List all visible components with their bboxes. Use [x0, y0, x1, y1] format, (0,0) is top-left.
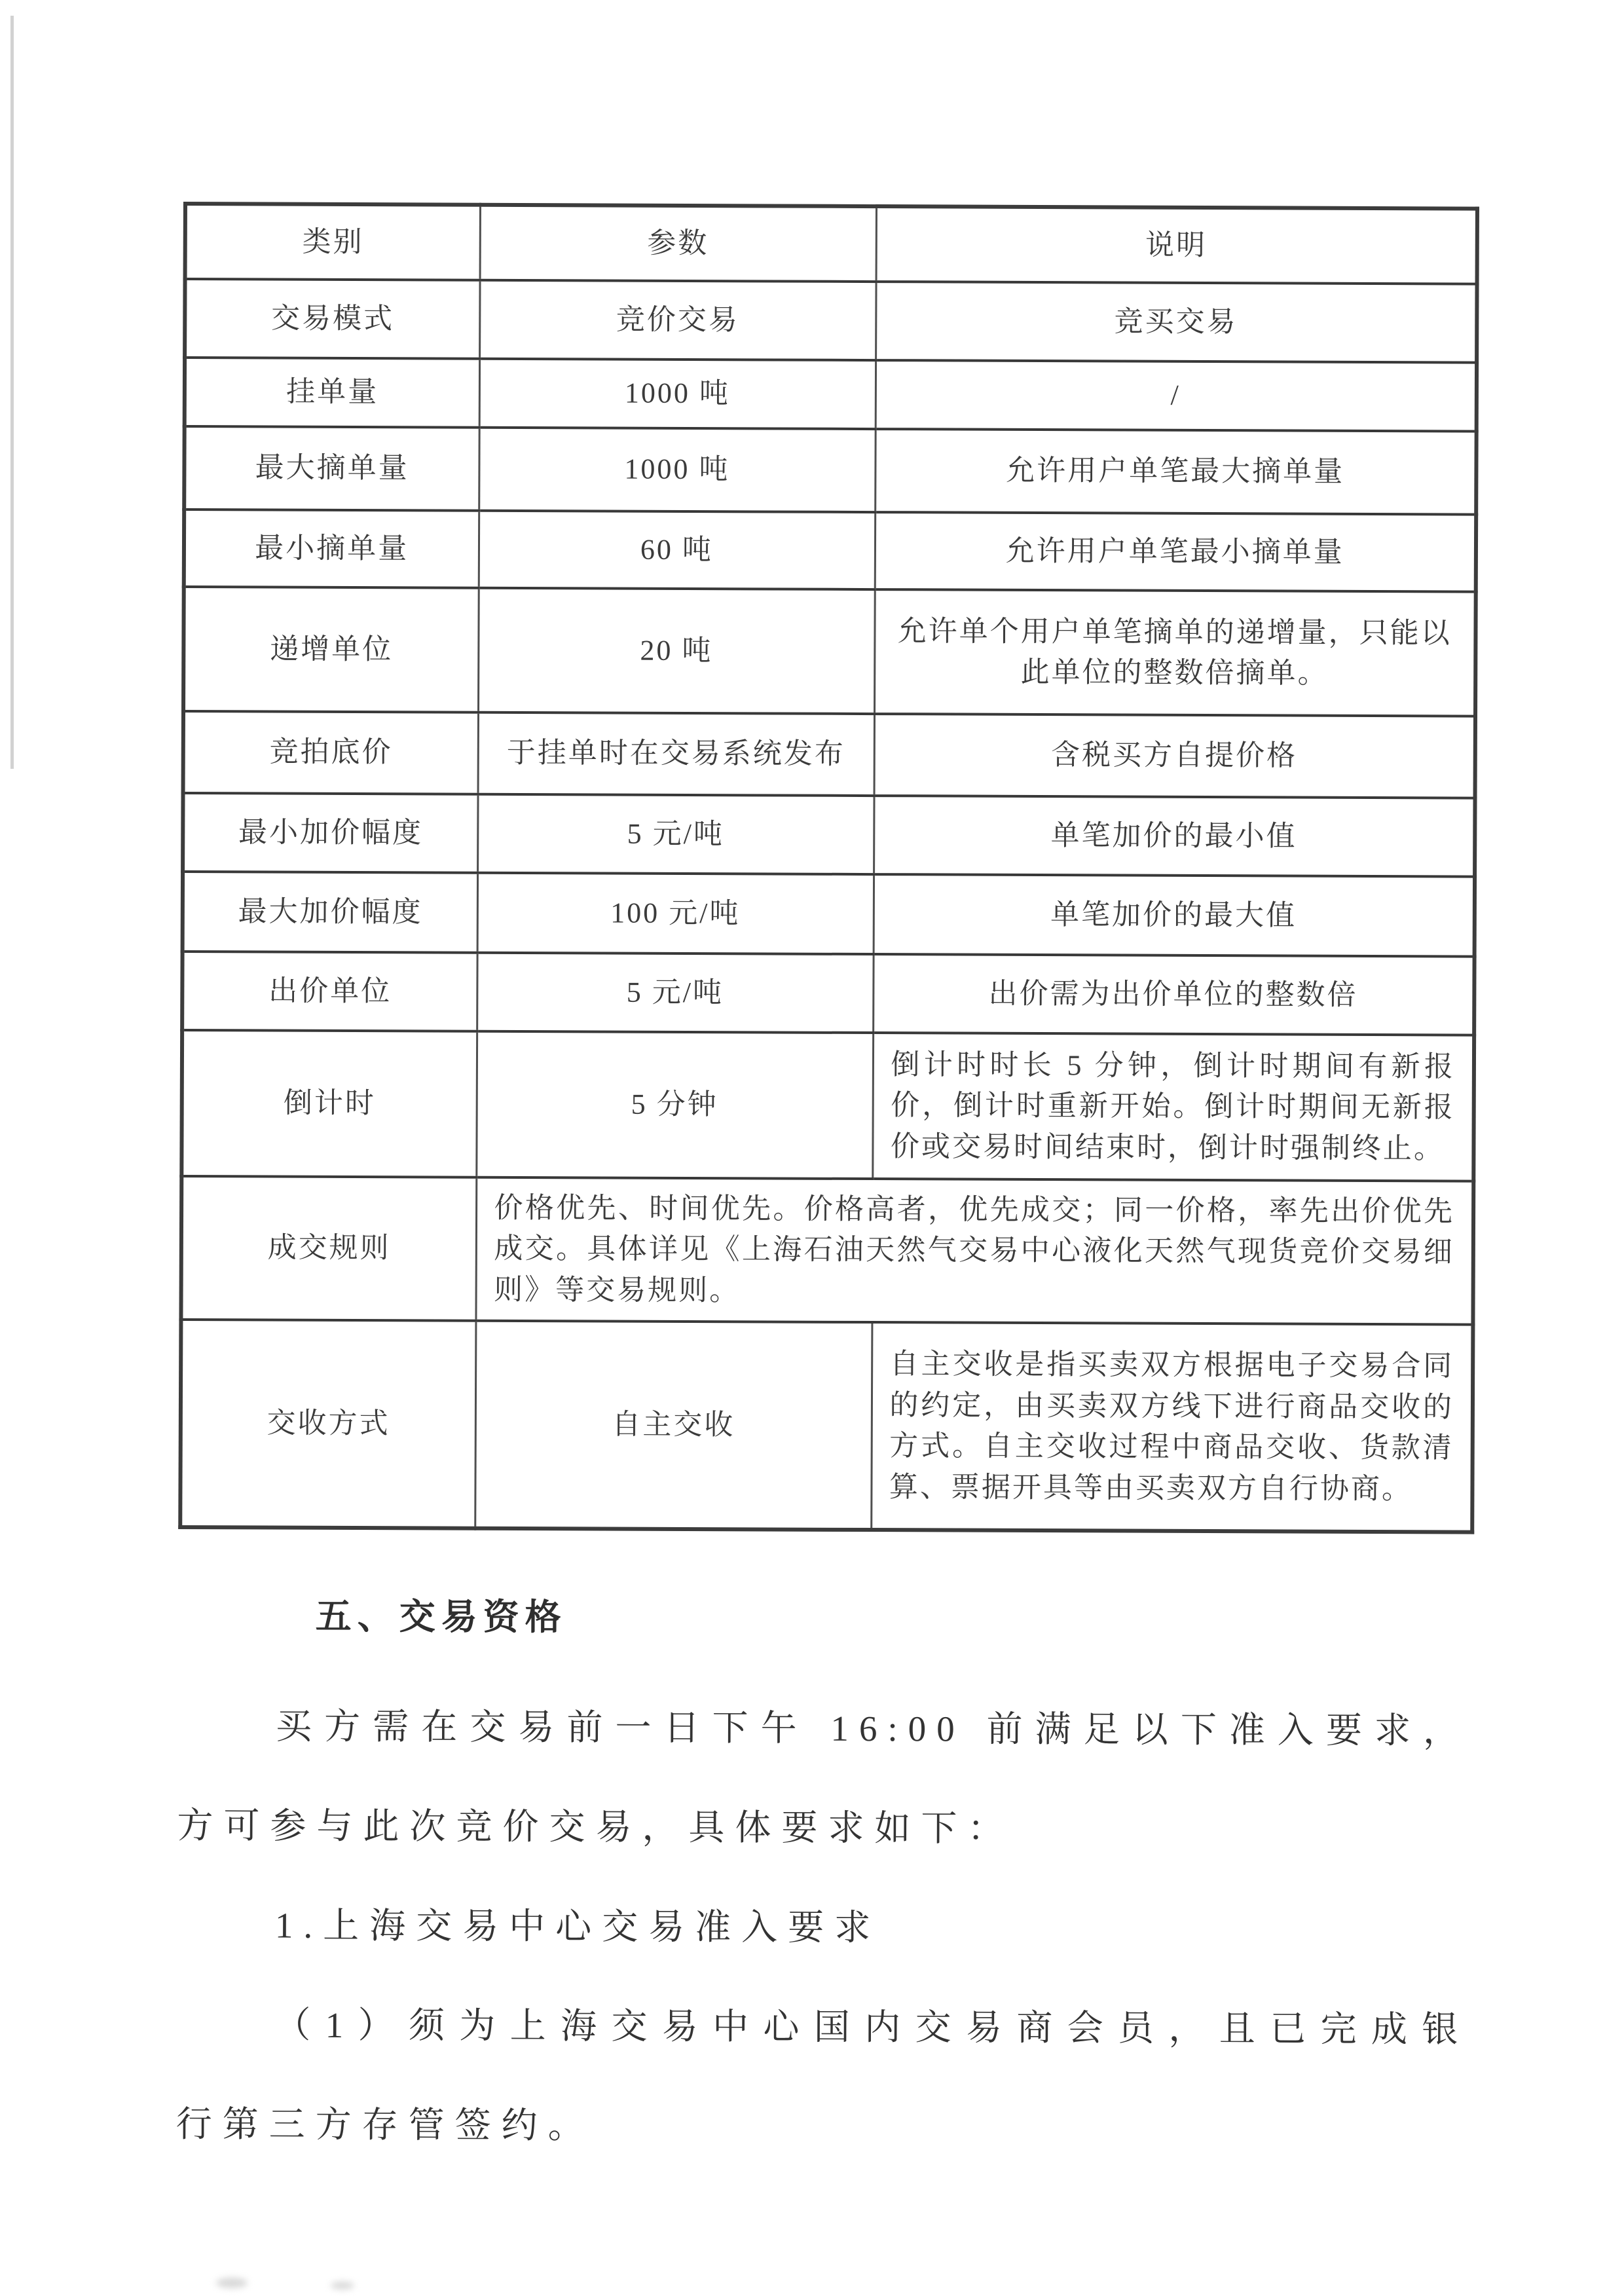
scan-edge-artifact [10, 16, 14, 769]
table-row [181, 1176, 1473, 1325]
cell-param: 1000 吨 [479, 428, 875, 512]
cell-category: 递增单位 [183, 587, 479, 713]
table-row [183, 587, 1476, 716]
table-row [183, 793, 1475, 877]
cell-desc: 允许用户单笔最大摘单量 [875, 429, 1476, 515]
paragraph-line: （1）须为上海交易中心国内交易商会员，且已完成银 [274, 2005, 1469, 2050]
header-desc: 说明 [876, 206, 1477, 284]
header-category: 类别 [185, 204, 480, 280]
cell-param: 1000 吨 [479, 359, 876, 429]
cell-param: 竞价交易 [479, 280, 876, 360]
cell-category: 最大摘单量 [184, 426, 479, 511]
page-content [175, 202, 1475, 2179]
cell-category: 交收方式 [180, 1320, 475, 1528]
trading-parameters-table [178, 202, 1479, 1534]
paragraph-line: 方可参与此次竞价交易，具体要求如下： [177, 1805, 1014, 1849]
header-param: 参数 [480, 205, 876, 282]
table-row [185, 358, 1477, 432]
table-row [185, 279, 1477, 363]
cell-category: 出价单位 [182, 952, 477, 1031]
cell-desc: 允许单个用户单笔摘单的递增量，只能以此单位的整数倍摘单。 [874, 589, 1476, 716]
paragraph-line: 行第三方存管签约。 [175, 2104, 595, 2146]
cell-param: 于挂单时在交易系统发布 [478, 713, 874, 796]
cell-desc: 竞买交易 [876, 282, 1477, 363]
cell-category: 竞拍底价 [183, 711, 478, 794]
section-heading: 五、交易资格 [315, 1597, 567, 1638]
cell-category: 倒计时 [181, 1030, 477, 1177]
table-row [183, 872, 1475, 957]
table-row [181, 1030, 1474, 1181]
table-row [183, 711, 1475, 798]
cell-param: 100 元/吨 [477, 873, 874, 954]
cell-merged-rule: 价格优先、时间优先。价格高者，优先成交；同一价格，率先出价优先成交。具体详见《上海石油天然气交易中心液化天然气现货竞价交易细则》等交易规则。 [475, 1177, 1473, 1325]
cell-param: 5 元/吨 [477, 794, 874, 874]
paragraph-line: 1.上海交易中心交易准入要求 [274, 1905, 881, 1948]
cell-category: 最大加价幅度 [183, 872, 477, 953]
cell-desc: / [876, 360, 1477, 432]
cell-desc: 允许用户单笔最小摘单量 [875, 512, 1476, 592]
paragraph-line: 买方需在交易前一日下午 16:00 前满足以下准入要求， [275, 1706, 1470, 1751]
cell-desc: 出价需为出价单位的整数倍 [873, 954, 1474, 1035]
table-header-row [185, 204, 1477, 284]
cell-desc: 单笔加价的最大值 [874, 874, 1475, 957]
table-row [182, 952, 1474, 1035]
table-row [184, 509, 1476, 592]
body-text [175, 1676, 1469, 2179]
cell-desc: 含税买方自提价格 [874, 714, 1475, 798]
cell-desc: 自主交收是指买卖双方根据电子交易合同的约定，由买卖双方线下进行商品交收的方式。自主交收过程中商品交收、货款清算、票据开具等由买卖双方自行协商。 [871, 1322, 1473, 1532]
cell-param: 自主交收 [475, 1321, 872, 1530]
cell-param: 20 吨 [478, 588, 875, 714]
cell-param: 60 吨 [479, 511, 875, 589]
table-row [184, 426, 1476, 515]
scan-smudge [331, 2282, 354, 2289]
table-row [180, 1320, 1473, 1532]
scan-smudge [216, 2278, 248, 2288]
cell-param: 5 元/吨 [477, 953, 873, 1033]
cell-category: 交易模式 [185, 279, 479, 359]
cell-category: 最小摘单量 [184, 509, 479, 588]
cell-desc: 倒计时时长 5 分钟，倒计时期间有新报价，倒计时重新开始。倒计时期间无新报价或交易时间结束时，倒计时强制终止。 [872, 1033, 1474, 1181]
cell-category: 成交规则 [181, 1176, 476, 1321]
cell-category: 挂单量 [185, 358, 479, 428]
cell-desc: 单笔加价的最小值 [874, 796, 1475, 877]
cell-category: 最小加价幅度 [183, 793, 477, 873]
cell-param: 5 分钟 [476, 1031, 873, 1179]
